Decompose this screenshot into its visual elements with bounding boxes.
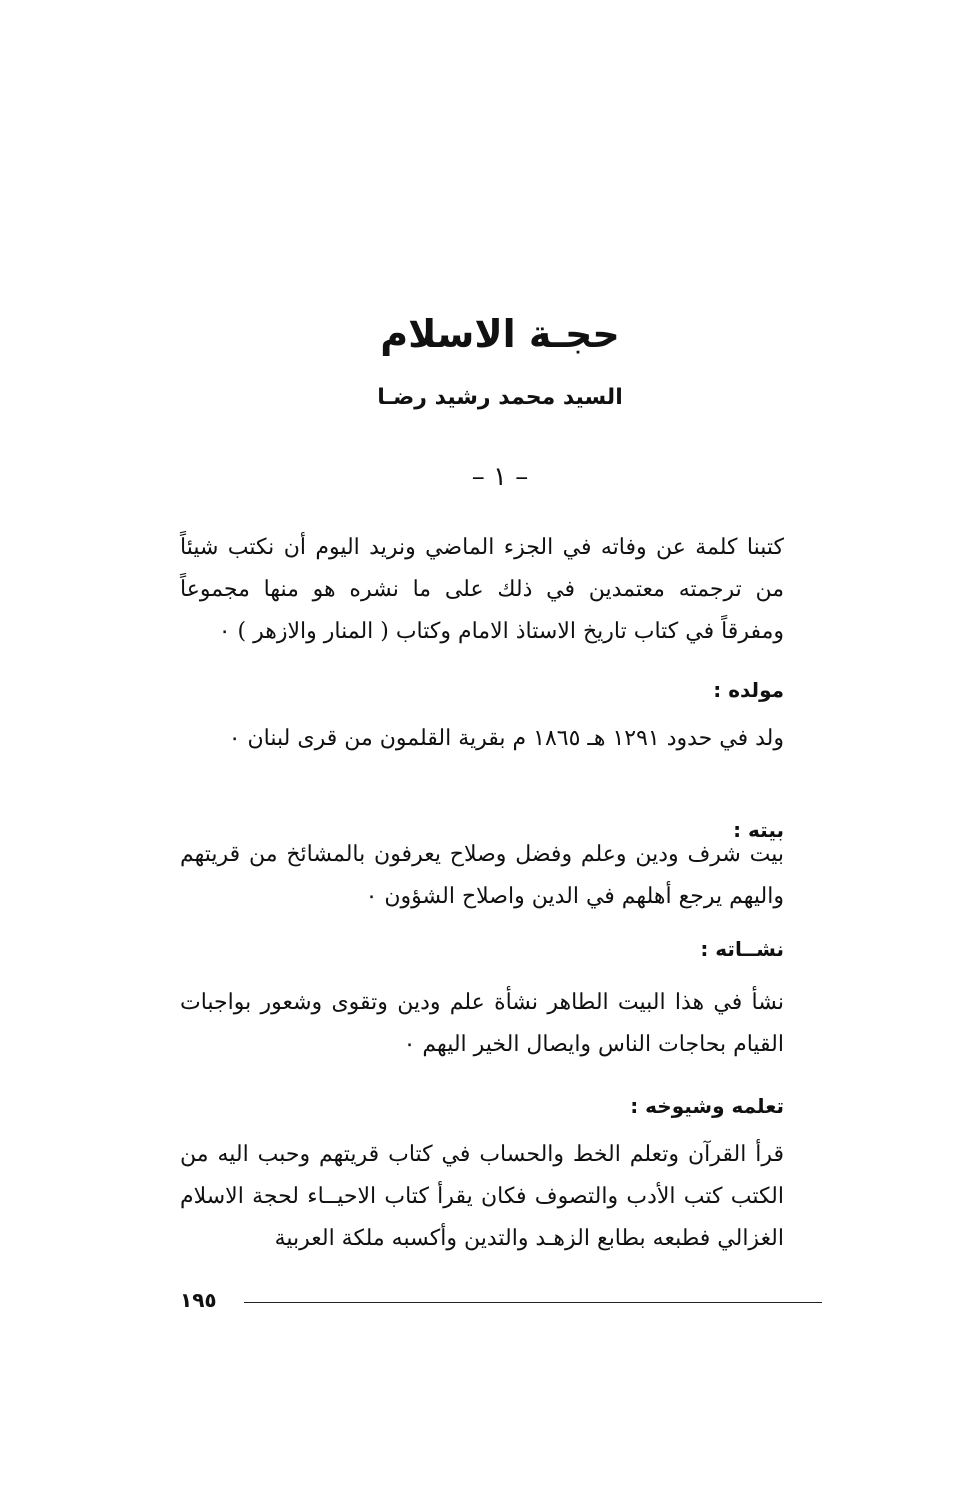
- article-title: حجـة الاسلام: [380, 312, 620, 356]
- section-text-birth: ولد في حدود ١٢٩١ هـ ١٨٦٥ م بقرية القلمون من قرى لبنان ٠: [228, 726, 784, 751]
- author-name: السيد محمد رشيد رضـا: [377, 385, 623, 410]
- section-text-family: بيت شرف ودين وعلم وفضل وصلاح يعرفون بالمشائخ من قريتهم واليهم يرجع أهلهم في الدين واصلاح الشؤون ٠: [180, 842, 784, 909]
- part-number: – ١ –: [471, 462, 529, 492]
- section-heading-upbringing: نشــاته :: [700, 937, 784, 961]
- section-text-upbringing: نشأ في هذا البيت الطاهر نشأة علم ودين وتقوى وشعور بواجبات القيام بحاجات الناس وايصال الخير اليهم ٠: [180, 990, 784, 1057]
- section-text-education: قرأ القرآن وتعلم الخط والحساب في كتاب قريتهم وحبب اليه من الكتب كتب الأدب والتصوف فكان يقرأ كتاب الاحيــاء لحجة الاسلام الغزالي فطبعه بطابع الزهـد والتدين وأكسبه ملكة العربية: [180, 1142, 784, 1251]
- intro-paragraph: كتبنا كلمة عن وفاته في الجزء الماضي ونريد اليوم أن نكتب شيئاً من ترجمته معتمدين في ذلك على ما نشره هو منها مجموعاً ومفرقاً في كتاب تاريخ الاستاذ الامام وكتاب ( المنار والازهر ) ٠: [180, 535, 784, 644]
- section-heading-education: تعلمه وشيوخه :: [630, 1094, 784, 1118]
- footer-rule: [244, 1302, 822, 1303]
- page-number: ١٩٥: [180, 1288, 217, 1312]
- section-heading-birth: مولده :: [713, 678, 784, 702]
- section-heading-family: بيته :: [733, 818, 784, 842]
